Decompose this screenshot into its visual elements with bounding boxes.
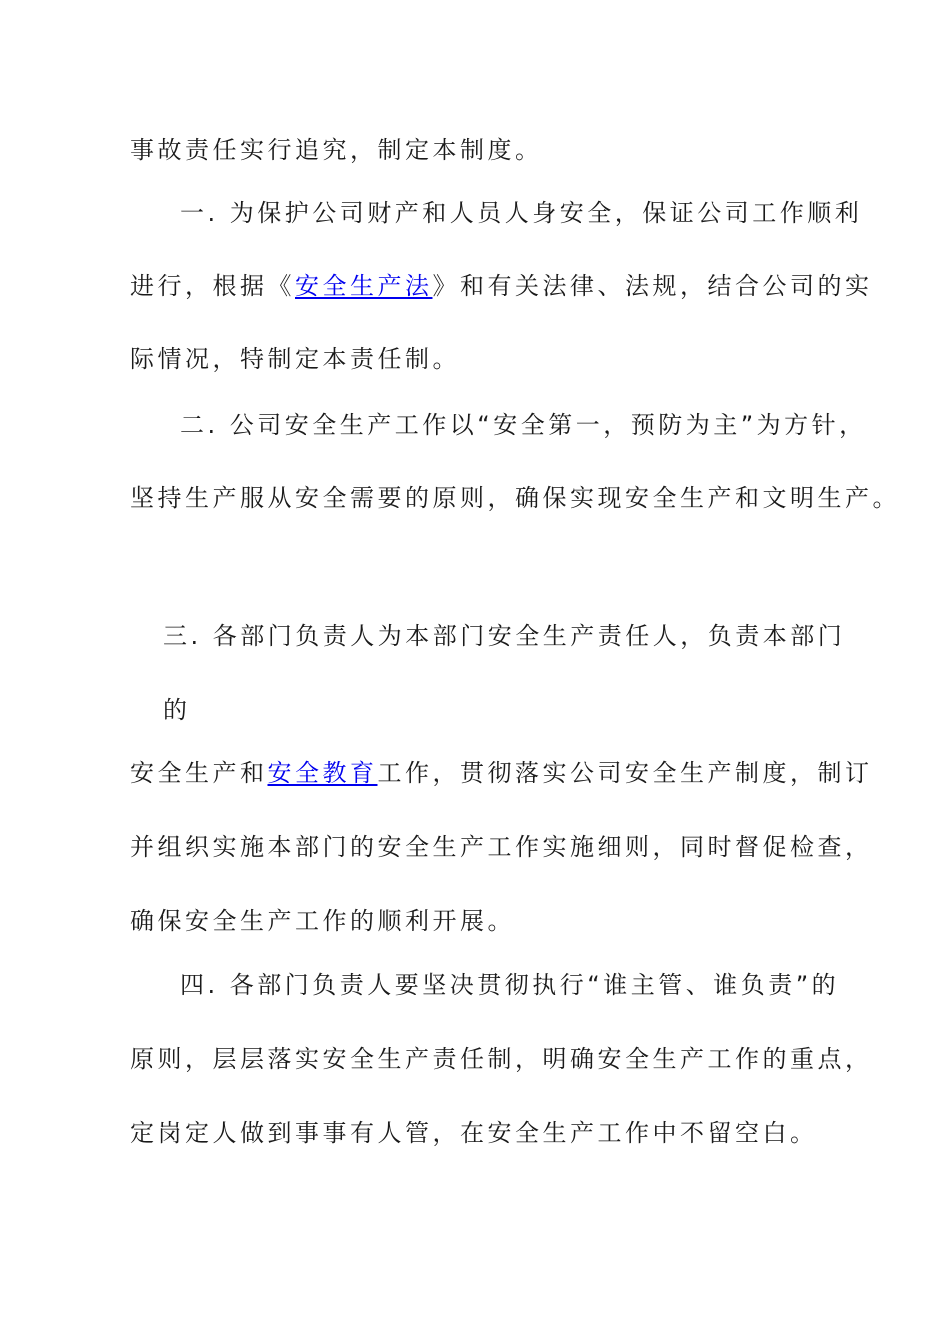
paragraph-1-line-2: [130, 270, 873, 302]
text-segment: 原则，层层落实安全生产责任制，明确安全生产工作的重点，: [130, 1045, 873, 1073]
link-safety-production-law[interactable]: 安全生产法: [295, 272, 433, 300]
text-segment: 安全生产和: [130, 759, 268, 787]
paragraph-2-line-1: [180, 409, 867, 441]
text-segment: 》和有关法律、法规，结合公司的实: [432, 272, 873, 300]
text-segment: 定岗定人做到事事有人管，在安全生产工作中不留空白。: [130, 1119, 818, 1147]
text-segment: 四. 各部门负责人要坚决贯彻执行“谁主管、谁负责”的: [180, 971, 840, 999]
paragraph-3-line-5: [130, 905, 515, 937]
paragraph-4-line-3: [130, 1117, 818, 1149]
paragraph-3-line-4: [130, 831, 873, 863]
text-segment: 二. 公司安全生产工作以“安全第一，预防为主”为方针，: [180, 411, 867, 439]
paragraph-1-line-1: [180, 197, 862, 229]
paragraph-3-line-1: [163, 620, 845, 652]
paragraph-2-line-2: [130, 482, 900, 514]
text-segment: 进行，根据《: [130, 272, 295, 300]
text-segment: 事故责任实行追究，制定本制度。: [130, 136, 543, 164]
paragraph-intro-line-1: [130, 134, 543, 166]
paragraph-1-line-3: [130, 343, 460, 375]
paragraph-4-line-2: [130, 1043, 873, 1075]
text-segment: 并组织实施本部门的安全生产工作实施细则，同时督促检查，: [130, 833, 873, 861]
text-segment: 三. 各部门负责人为本部门安全生产责任人，负责本部门: [163, 622, 846, 650]
text-segment: 际情况，特制定本责任制。: [130, 345, 460, 373]
paragraph-3-line-2: [163, 694, 191, 726]
text-segment: 的: [163, 696, 191, 724]
text-segment: 坚持生产服从安全需要的原则，确保实现安全生产和文明生产。: [130, 484, 900, 512]
link-safety-education[interactable]: 安全教育: [267, 759, 378, 787]
paragraph-4-line-1: [180, 969, 839, 1001]
text-segment: 工作，贯彻落实公司安全生产制度，制订: [377, 759, 873, 787]
text-segment: 确保安全生产工作的顺利开展。: [130, 907, 515, 935]
text-segment: 一. 为保护公司财产和人员人身安全，保证公司工作顺利: [180, 199, 863, 227]
paragraph-3-line-3: [130, 757, 873, 789]
